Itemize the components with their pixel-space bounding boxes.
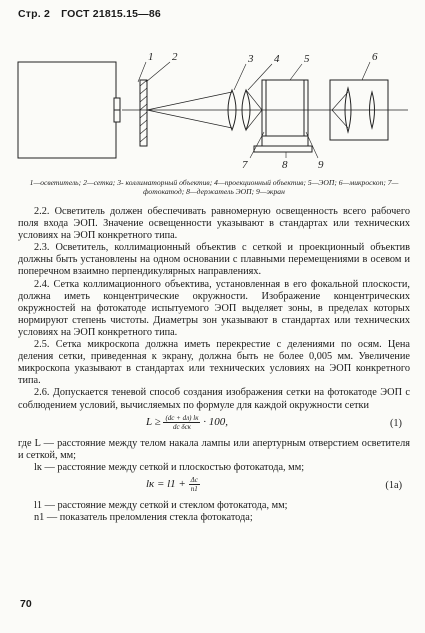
standard-number: ГОСТ 21815.15—86 — [61, 8, 161, 20]
formula-1a-numerator: Δc — [190, 475, 198, 484]
illuminator — [18, 62, 116, 158]
definition-L: где L — расстояние между телом накала лампы или апертурным отверстием осветителя и сеткой, мм; — [18, 437, 410, 461]
image-tube — [262, 80, 308, 136]
page-label: Стр. 2 — [18, 8, 51, 20]
formula-1a-fraction — [189, 476, 200, 493]
tube-holder — [254, 146, 312, 152]
formula-1-denominator: dc δcк — [172, 422, 191, 431]
page-number: 70 — [20, 598, 32, 610]
formula-1-tail: · 100, — [203, 415, 228, 428]
section-2-2: 2.2. Осветитель должен обеспечивать равномерную освещенность всего рабочего поля входа ЭОП. Значение освещенности указывают в стандартах или технических условиях на ЭОП конкретного типа. — [18, 206, 410, 242]
callout-3: 3 — [248, 53, 254, 65]
callout-5: 5 — [304, 53, 310, 65]
page-header — [18, 8, 169, 20]
callout-2: 2 — [172, 51, 178, 63]
formula-1-fraction — [163, 414, 200, 431]
figure-caption: 1—осветитель; 2—сетка; 3- коллиматорный объектив; 4—проекционный объектив; 5—ЭОП; 6—микроскоп; 7—фотокатод; 8—держатель ЭОП; 9—экран — [29, 178, 399, 196]
formula-1a-number: (1а) — [385, 479, 402, 491]
optical-scheme-figure — [10, 40, 415, 176]
formula-1-expression — [146, 414, 228, 431]
callout-1: 1 — [148, 51, 154, 63]
formula-1-number: (1) — [389, 417, 402, 429]
definition-n1: n1 — показатель преломления стекла фотокатода; — [34, 511, 253, 523]
callout-9: 9 — [318, 159, 324, 171]
formula-1a — [18, 476, 410, 498]
definition-lk: lк — расстояние между сеткой и плоскостью фотокатода, мм; — [34, 461, 305, 473]
callout-8: 8 — [282, 159, 288, 171]
formula-1-numerator: (dc + dл) lк — [165, 413, 199, 422]
formula-1-lhs: L ≥ — [146, 415, 161, 428]
definition-l1: l1 — расстояние между сеткой и стеклом фотокатода, мм; — [34, 499, 288, 511]
section-2-5: 2.5. Сетка микроскопа должна иметь перекрестие с делениями по осям. Цена деления сетки, приведенная к экрану, должна быть не более 0,005 мм. Увеличение микроскопа указывают в стандартах или технических условиях на ЭОП конкретного типа. — [18, 339, 410, 387]
section-2-6: 2.6. Допускается теневой способ создания изображения сетки на фотокатоде ЭОП с соблюдением условий, вычисляемых по формуле для каждой окружности сетки — [18, 387, 410, 411]
section-2-4: 2.4. Сетка коллимационного объектива, установленная в его фокальной плоскости, должна иметь концентрические окружности. Изображение концентрических окружностей на фотокатоде испытуемого ЭОП выделяет зоны, в пределах которых нормируют степень чистоты. Диаметры зон указывают в стандартах или технических условиях на ЭОП конкретного типа. — [18, 278, 410, 338]
formula-1a-expression — [146, 476, 200, 493]
document-body — [18, 206, 410, 524]
formula-1 — [18, 414, 410, 436]
section-2-3: 2.3. Осветитель, коллимационный объектив с сеткой и проекционный объектив должны быть установлены на одном основании с плавными перемещениями в осевом и поперечном взаимно перпендикулярных направлениях. — [18, 242, 410, 278]
formula-1a-denominator: n1 — [190, 484, 198, 493]
callout-7: 7 — [242, 159, 248, 171]
callout-6: 6 — [372, 51, 378, 63]
formula-1a-lhs: lк = l1 + — [146, 477, 186, 490]
callout-4: 4 — [274, 53, 280, 65]
